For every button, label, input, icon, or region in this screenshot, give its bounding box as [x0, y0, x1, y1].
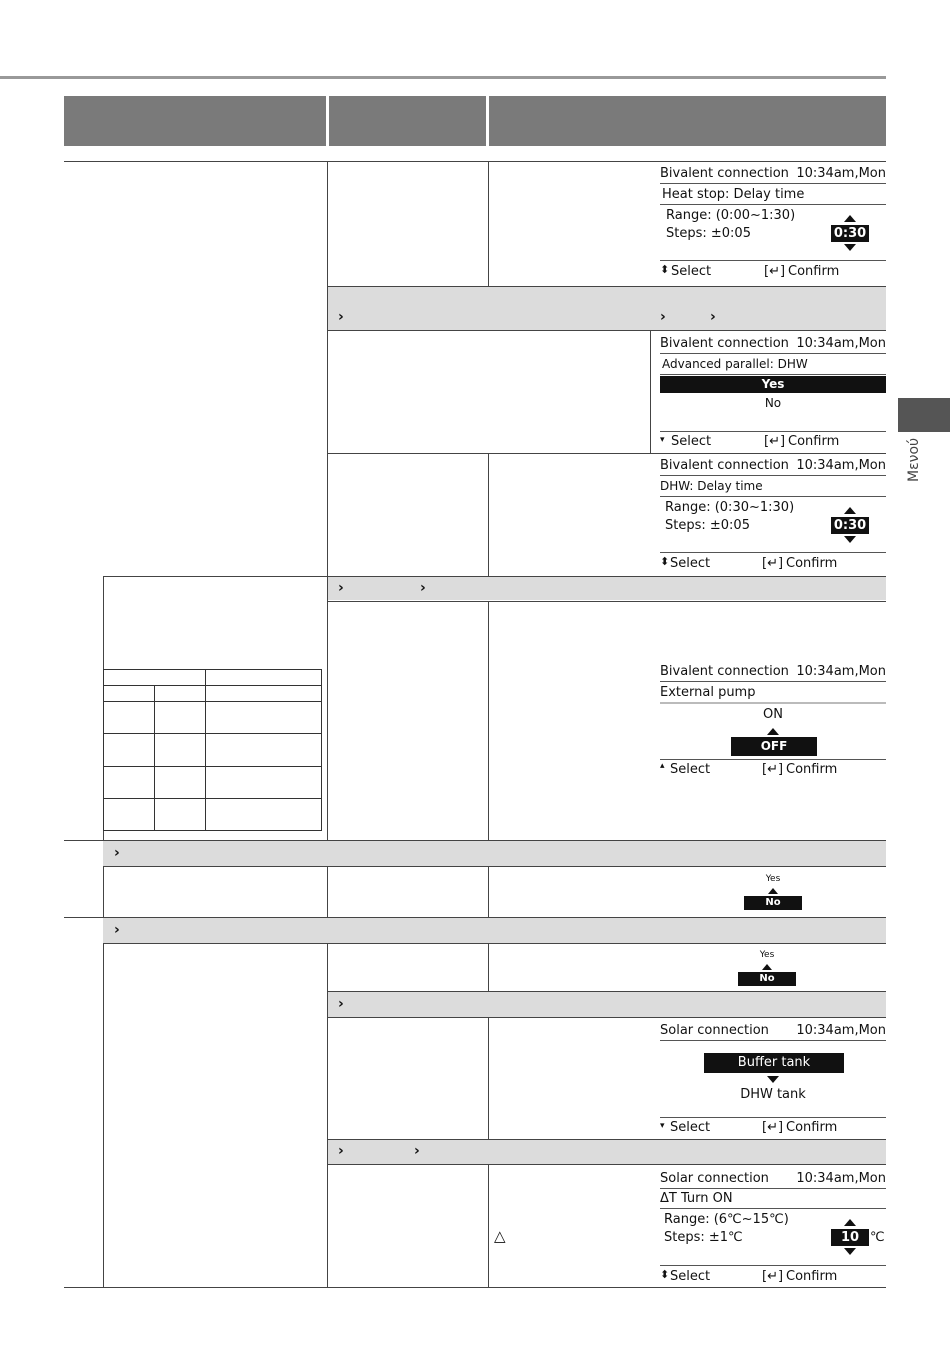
- screen-time: 10:34am,Mon: [796, 1171, 886, 1186]
- confirm-label: Confirm: [786, 1120, 838, 1135]
- screen-title: Bivalent connection: [660, 458, 789, 473]
- select-label: Select: [670, 1120, 711, 1135]
- updown-icon: ⬍: [660, 263, 670, 276]
- option-other[interactable]: Yes: [759, 950, 775, 960]
- arrow-up-icon[interactable]: [767, 728, 779, 735]
- value-box[interactable]: 10: [831, 1229, 869, 1246]
- side-tab[interactable]: [898, 398, 950, 432]
- option-selected[interactable]: Buffer tank: [704, 1053, 844, 1073]
- up-icon: ▴: [660, 761, 665, 771]
- table-rule: [328, 1164, 886, 1165]
- select-label: Select: [671, 264, 712, 279]
- table-rule: [328, 576, 886, 577]
- chevron-right-icon: ›: [414, 1143, 420, 1159]
- option-selected[interactable]: Yes: [660, 376, 886, 393]
- screen-time: 10:34am,Mon: [796, 458, 886, 473]
- lcd-screen: [660, 1021, 886, 1139]
- table-rule: [64, 1287, 886, 1288]
- column-rule: [488, 453, 489, 576]
- arrow-up-icon[interactable]: [844, 1219, 856, 1226]
- screen-subtitle: External pump: [660, 685, 756, 700]
- option-selected[interactable]: OFF: [731, 737, 817, 756]
- mini-selector: [736, 950, 798, 990]
- down-icon: ▾: [660, 435, 665, 445]
- updown-icon: ⬍: [660, 1268, 670, 1281]
- lcd-screen: [660, 334, 886, 452]
- chevron-right-icon: ›: [338, 1143, 344, 1159]
- range-text: Range: (0:00~1:30): [666, 208, 796, 223]
- option-selected[interactable]: No: [744, 896, 802, 910]
- lcd-screen: [660, 164, 886, 282]
- arrow-down-icon[interactable]: [844, 536, 856, 543]
- value-box[interactable]: 0:30: [831, 225, 869, 242]
- screen-time: 10:34am,Mon: [796, 1023, 886, 1038]
- screen-title: Bivalent connection: [660, 166, 789, 181]
- inner-table: [103, 669, 322, 831]
- range-text: Range: (6℃~15℃): [664, 1212, 789, 1227]
- chevron-right-icon: ›: [660, 309, 666, 325]
- updown-icon: ⬍: [660, 555, 670, 568]
- table-rule: [328, 1017, 886, 1018]
- steps-text: Steps: ±0:05: [666, 226, 751, 241]
- top-rule: [0, 76, 886, 79]
- chevron-right-icon: ›: [338, 309, 344, 325]
- enter-icon: [↵]: [762, 1269, 784, 1284]
- arrow-up-icon[interactable]: [768, 888, 778, 894]
- option-other[interactable]: Yes: [765, 874, 781, 884]
- table-rule: [328, 601, 886, 602]
- steps-text: Steps: ±0:05: [665, 518, 750, 533]
- delta-symbol: △: [494, 1227, 506, 1245]
- column-rule: [488, 601, 489, 840]
- screen-subtitle: DHW: Delay time: [660, 479, 763, 493]
- lcd-screen: [660, 1169, 886, 1287]
- screen-title: Bivalent connection: [660, 336, 789, 351]
- screen-time: 10:34am,Mon: [796, 336, 886, 351]
- option-selected[interactable]: No: [738, 972, 796, 986]
- lcd-screen: [660, 456, 886, 574]
- mini-selector: [742, 874, 804, 914]
- table-rule: [328, 286, 886, 287]
- select-label: Select: [670, 762, 711, 777]
- section-bar: [328, 286, 886, 330]
- column-rule: [488, 866, 489, 917]
- enter-icon: [↵]: [764, 434, 786, 449]
- arrow-up-icon[interactable]: [762, 964, 772, 970]
- select-label: Select: [671, 434, 712, 449]
- column-rule: [488, 1165, 489, 1287]
- column-rule: [488, 161, 489, 286]
- arrow-down-icon[interactable]: [844, 244, 856, 251]
- screen-time: 10:34am,Mon: [796, 664, 886, 679]
- table-rule: [64, 161, 886, 162]
- arrow-down-icon[interactable]: [767, 1076, 779, 1083]
- lcd-screen: [660, 662, 886, 782]
- confirm-label: Confirm: [786, 1269, 838, 1284]
- chevron-right-icon: ›: [338, 580, 344, 596]
- table-rule: [328, 453, 886, 454]
- option-other[interactable]: DHW tank: [740, 1087, 806, 1102]
- enter-icon: [↵]: [762, 1120, 784, 1135]
- steps-text: Steps: ±1℃: [664, 1230, 743, 1245]
- enter-icon: [↵]: [762, 762, 784, 777]
- side-tab-label: Μενού: [906, 437, 922, 482]
- chevron-right-icon: ›: [710, 309, 716, 325]
- column-rule: [488, 1017, 489, 1139]
- confirm-label: Confirm: [786, 556, 838, 571]
- option-other[interactable]: No: [764, 396, 782, 410]
- column-rule: [327, 161, 328, 840]
- column-rule: [488, 943, 489, 991]
- select-label: Select: [670, 556, 711, 571]
- table-rule: [103, 943, 886, 944]
- range-text: Range: (0:30~1:30): [665, 500, 795, 515]
- column-rule: [103, 943, 104, 1287]
- confirm-label: Confirm: [788, 264, 840, 279]
- arrow-up-icon[interactable]: [844, 215, 856, 222]
- column-rule: [327, 866, 328, 917]
- screen-title: Bivalent connection: [660, 664, 789, 679]
- column-rule: [650, 331, 651, 453]
- value-box[interactable]: 0:30: [831, 517, 869, 534]
- confirm-label: Confirm: [788, 434, 840, 449]
- section-bar: [328, 576, 886, 600]
- chevron-right-icon: ›: [114, 922, 120, 938]
- section-bar: [103, 841, 886, 866]
- enter-icon: [↵]: [762, 556, 784, 571]
- table-header: [64, 96, 886, 146]
- screen-subtitle: Heat stop: Delay time: [662, 187, 805, 202]
- table-rule: [328, 1139, 886, 1140]
- table-rule: [328, 991, 886, 992]
- screen-title: Solar connection: [660, 1023, 769, 1038]
- table-rule: [328, 330, 886, 331]
- screen-subtitle: Advanced parallel: DHW: [662, 357, 808, 371]
- screen-time: 10:34am,Mon: [796, 166, 886, 181]
- confirm-label: Confirm: [786, 762, 838, 777]
- unit-label: ℃: [870, 1230, 885, 1245]
- chevron-right-icon: ›: [338, 996, 344, 1012]
- section-bar: [328, 992, 886, 1017]
- chevron-right-icon: ›: [114, 845, 120, 861]
- option-other[interactable]: ON: [763, 707, 783, 722]
- column-rule: [103, 866, 104, 917]
- table-rule: [103, 866, 886, 867]
- screen-title: Solar connection: [660, 1171, 769, 1186]
- arrow-down-icon[interactable]: [844, 1248, 856, 1255]
- section-bar: [103, 918, 886, 943]
- arrow-up-icon[interactable]: [844, 507, 856, 514]
- down-icon: ▾: [660, 1121, 665, 1131]
- chevron-right-icon: ›: [420, 580, 426, 596]
- table-rule: [103, 576, 327, 577]
- select-label: Select: [670, 1269, 711, 1284]
- section-bar: [328, 1140, 886, 1164]
- screen-subtitle: ΔT Turn ON: [660, 1191, 733, 1206]
- enter-icon: [↵]: [764, 264, 786, 279]
